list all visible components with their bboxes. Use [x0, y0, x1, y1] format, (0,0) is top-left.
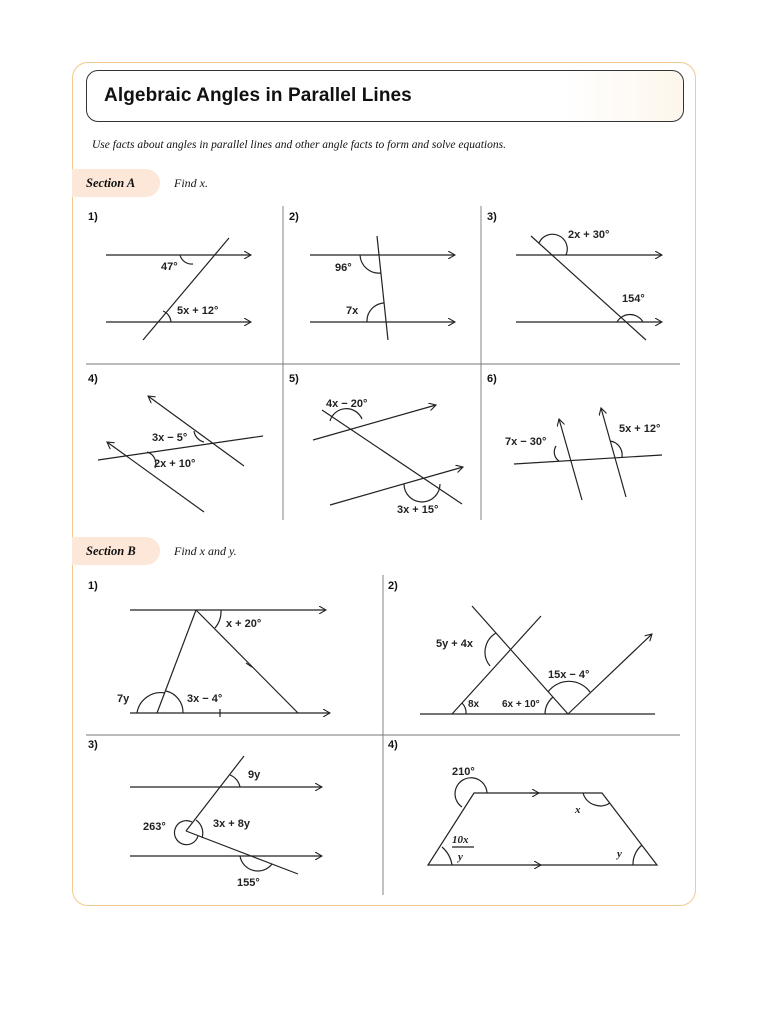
a-q6-right-angle: 5x + 12°: [619, 423, 661, 435]
b-q1-top-angle: x + 20°: [226, 618, 262, 630]
page-title: Algebraic Angles in Parallel Lines: [104, 85, 412, 106]
b-q3-inner-angle: 3x + 8y: [213, 818, 251, 830]
a-q3-diagram: [516, 229, 662, 340]
b-q3-reflex-angle: 263°: [143, 821, 166, 833]
a-q3-bottom-angle: 154°: [622, 293, 645, 305]
a-q2-number: 2): [289, 211, 299, 223]
a-q2-top-angle: 96°: [335, 262, 352, 274]
a-q3-number: 3): [487, 211, 497, 223]
a-q6-left-angle: 7x − 30°: [505, 436, 547, 448]
a-q1-bottom-angle: 5x + 12°: [177, 305, 219, 317]
b-q4-number: 4): [388, 739, 398, 751]
b-q1-left-angle: 7y: [117, 693, 130, 705]
a-q2-bottom-angle: 7x: [346, 305, 359, 317]
section-a-tab: Section A: [72, 169, 160, 197]
b-q2-right-base: 6x + 10°: [502, 699, 540, 710]
b-q1-number: 1): [88, 580, 98, 592]
b-q4-fraction-top: 10x: [452, 834, 469, 846]
a-q3-top-angle: 2x + 30°: [568, 229, 610, 241]
b-q2-diagram: [420, 606, 655, 714]
a-q4-top-angle: 3x − 5°: [152, 432, 188, 444]
a-q1-number: 1): [88, 211, 98, 223]
a-q5-top-angle: 4x − 20°: [326, 398, 368, 410]
a-q5-bottom-angle: 3x + 15°: [397, 504, 439, 516]
a-q2-diagram: [310, 236, 455, 340]
section-a-instruction: Find x.: [174, 176, 208, 190]
intro-text: Use facts about angles in parallel lines and other angle facts to form and solve equations.: [92, 139, 506, 151]
b-q3-bottom-angle: 155°: [237, 877, 260, 889]
b-q4-right-bottom: y: [617, 848, 622, 860]
b-q3-number: 3): [88, 739, 98, 751]
a-q1-diagram: [106, 238, 251, 340]
b-q4-right-top: x: [575, 804, 581, 816]
section-b-tab: Section B: [72, 537, 160, 565]
b-q1-inner-angle: 3x − 4°: [187, 693, 223, 705]
b-q3-top-angle: 9y: [248, 769, 261, 781]
b-q2-left-base: 8x: [468, 699, 480, 710]
a-q5-number: 5): [289, 373, 299, 385]
b-q2-top-angle: 5y + 4x: [436, 638, 474, 650]
b-q1-diagram: [117, 610, 330, 717]
a-q4-diagram: [98, 396, 263, 512]
a-q6-diagram: [505, 408, 662, 500]
a-q5-diagram: [313, 398, 463, 516]
b-q4-diagram: [428, 766, 657, 865]
a-q6-number: 6): [487, 373, 497, 385]
b-q3-diagram: [130, 756, 322, 889]
a-q4-bottom-angle: 2x + 10°: [154, 458, 196, 470]
b-q4-top-angle: 210°: [452, 766, 475, 778]
a-q1-top-angle: 47°: [161, 261, 178, 273]
a-q4-number: 4): [88, 373, 98, 385]
section-b-instruction: Find x and y.: [174, 544, 237, 558]
b-q4-fraction-bottom: y: [458, 851, 463, 863]
b-q2-right-angle: 15x − 4°: [548, 669, 590, 681]
b-q2-number: 2): [388, 580, 398, 592]
